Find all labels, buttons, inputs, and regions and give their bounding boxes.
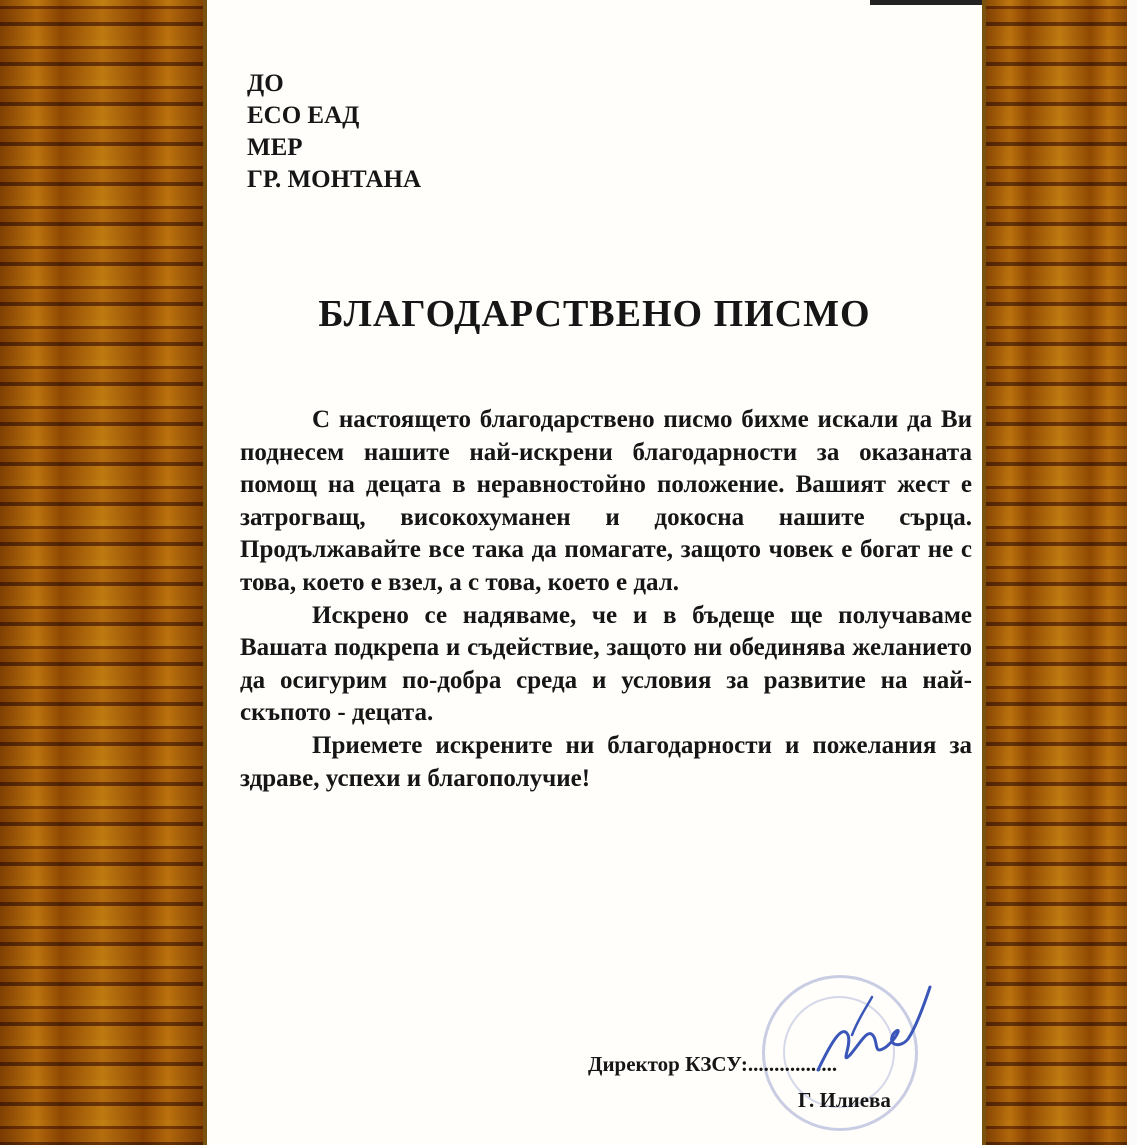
body-paragraph: С настоящето благодарствено писмо бихме искали да Ви поднесем нашите най-искрени благодарности за оказаната помощ на децата в неравностойно положение. Вашият жест е затрогващ, високохуманен и докосна нашите сърца. Продължавайте все така да помагате, защото човек е богат не с това, което е взел, а с това, което е дал. xyxy=(240,406,972,596)
handwritten-signature xyxy=(790,975,940,1085)
letter-title: БЛАГОДАРСТВЕНО ПИСМО xyxy=(318,293,871,335)
addressee-block xyxy=(247,68,421,196)
letter-body xyxy=(240,404,972,795)
body-paragraph: Приемете искрените ни благодарности и пожелания за здраве, успехи и благополучие! xyxy=(240,731,972,792)
ornamental-border-left xyxy=(0,0,205,1145)
addressee-line: МЕР xyxy=(247,134,303,161)
body-paragraph: Искрено се надяваме, че и в бъдеще ще получаваме Вашата подкрепа и съдействие, защото ни обединява желанието да осигурим по-добра среда и условия за развитие на най-скъпото - децата. xyxy=(240,601,972,727)
addressee-line: ГР. МОНТАНА xyxy=(247,166,422,193)
border-divider-left xyxy=(203,0,207,1145)
addressee-line: ДО xyxy=(247,70,284,97)
ornamental-border-right xyxy=(982,0,1137,1145)
scan-edge xyxy=(1127,0,1137,1145)
addressee-line: ЕСО ЕАД xyxy=(247,102,360,129)
signatory-name: Г. Илиева xyxy=(798,1088,891,1112)
signature-line: Директор КЗСУ:................. xyxy=(588,1052,838,1076)
border-divider-right xyxy=(982,0,986,1145)
top-edge-mark xyxy=(870,0,982,5)
